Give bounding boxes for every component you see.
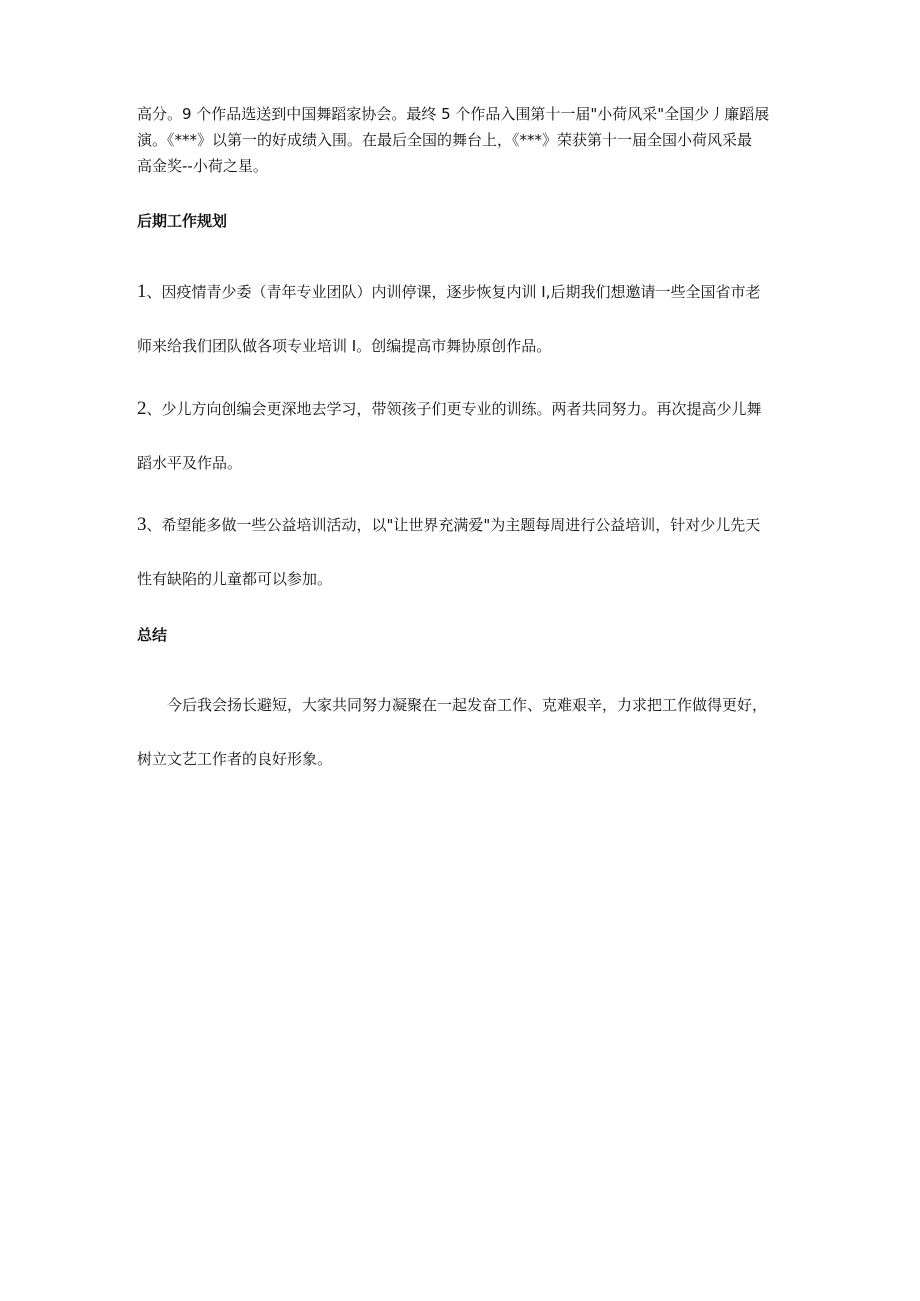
- plan-item-line: [137, 382, 797, 436]
- plan-item-line: 蹈水平及作品。: [137, 454, 243, 472]
- plan-item-2: [137, 382, 797, 490]
- plan-item-number: 2: [137, 398, 147, 419]
- plan-item-3: [137, 498, 797, 606]
- summary-heading: 总结: [137, 626, 168, 644]
- plan-item-line: 性有缺陷的儿童都可以参加。: [137, 570, 333, 588]
- intro-line: 高金奖--小荷之星。: [137, 157, 268, 175]
- summary-line: 树立文艺工作者的良好形象。: [137, 750, 333, 768]
- intro-paragraph: [137, 101, 797, 179]
- intro-line: 高分。9 个作品选送到中国舞蹈家协会。最终 5 个作品入围第十一届"小荷风采"全国少丿廉蹈展: [137, 105, 770, 123]
- plan-item-text: 、因疫情青少委（青年专业团队）内训停课，逐步恢复内训 I,后期我们想邀请一些全国省市老: [146, 283, 761, 301]
- intro-line: 演。《***》以第一的好成绩入围。在最后全国的舞台上，《***》荣获第十一届全国小荷风采最: [137, 131, 753, 149]
- plan-item-line: [137, 265, 797, 319]
- plan-item-number: 3: [137, 514, 147, 535]
- plan-heading: 后期工作规划: [137, 212, 228, 230]
- plan-item-number: 1: [137, 281, 147, 302]
- plan-item-text: 、少儿方向创编会更深地去学习，带领孩子们更专业的训练。两者共同努力。再次提高少儿舞: [146, 400, 762, 418]
- plan-item-1: [137, 265, 797, 373]
- plan-item-line: 师来给我们团队做各项专业培训 I。创编提高市舞协原创作品。: [137, 337, 552, 355]
- summary-line: 今后我会扬长避短，大家共同努力凝聚在一起发奋工作、克难艰辛，力求把工作做得更好，: [167, 696, 768, 714]
- plan-item-line: [137, 498, 797, 552]
- summary-paragraph: [137, 678, 797, 786]
- plan-item-text: 、希望能多做一些公益培训活动，以"让世界充满爱"为主题每周进行公益培训，针对少儿先天: [146, 516, 761, 534]
